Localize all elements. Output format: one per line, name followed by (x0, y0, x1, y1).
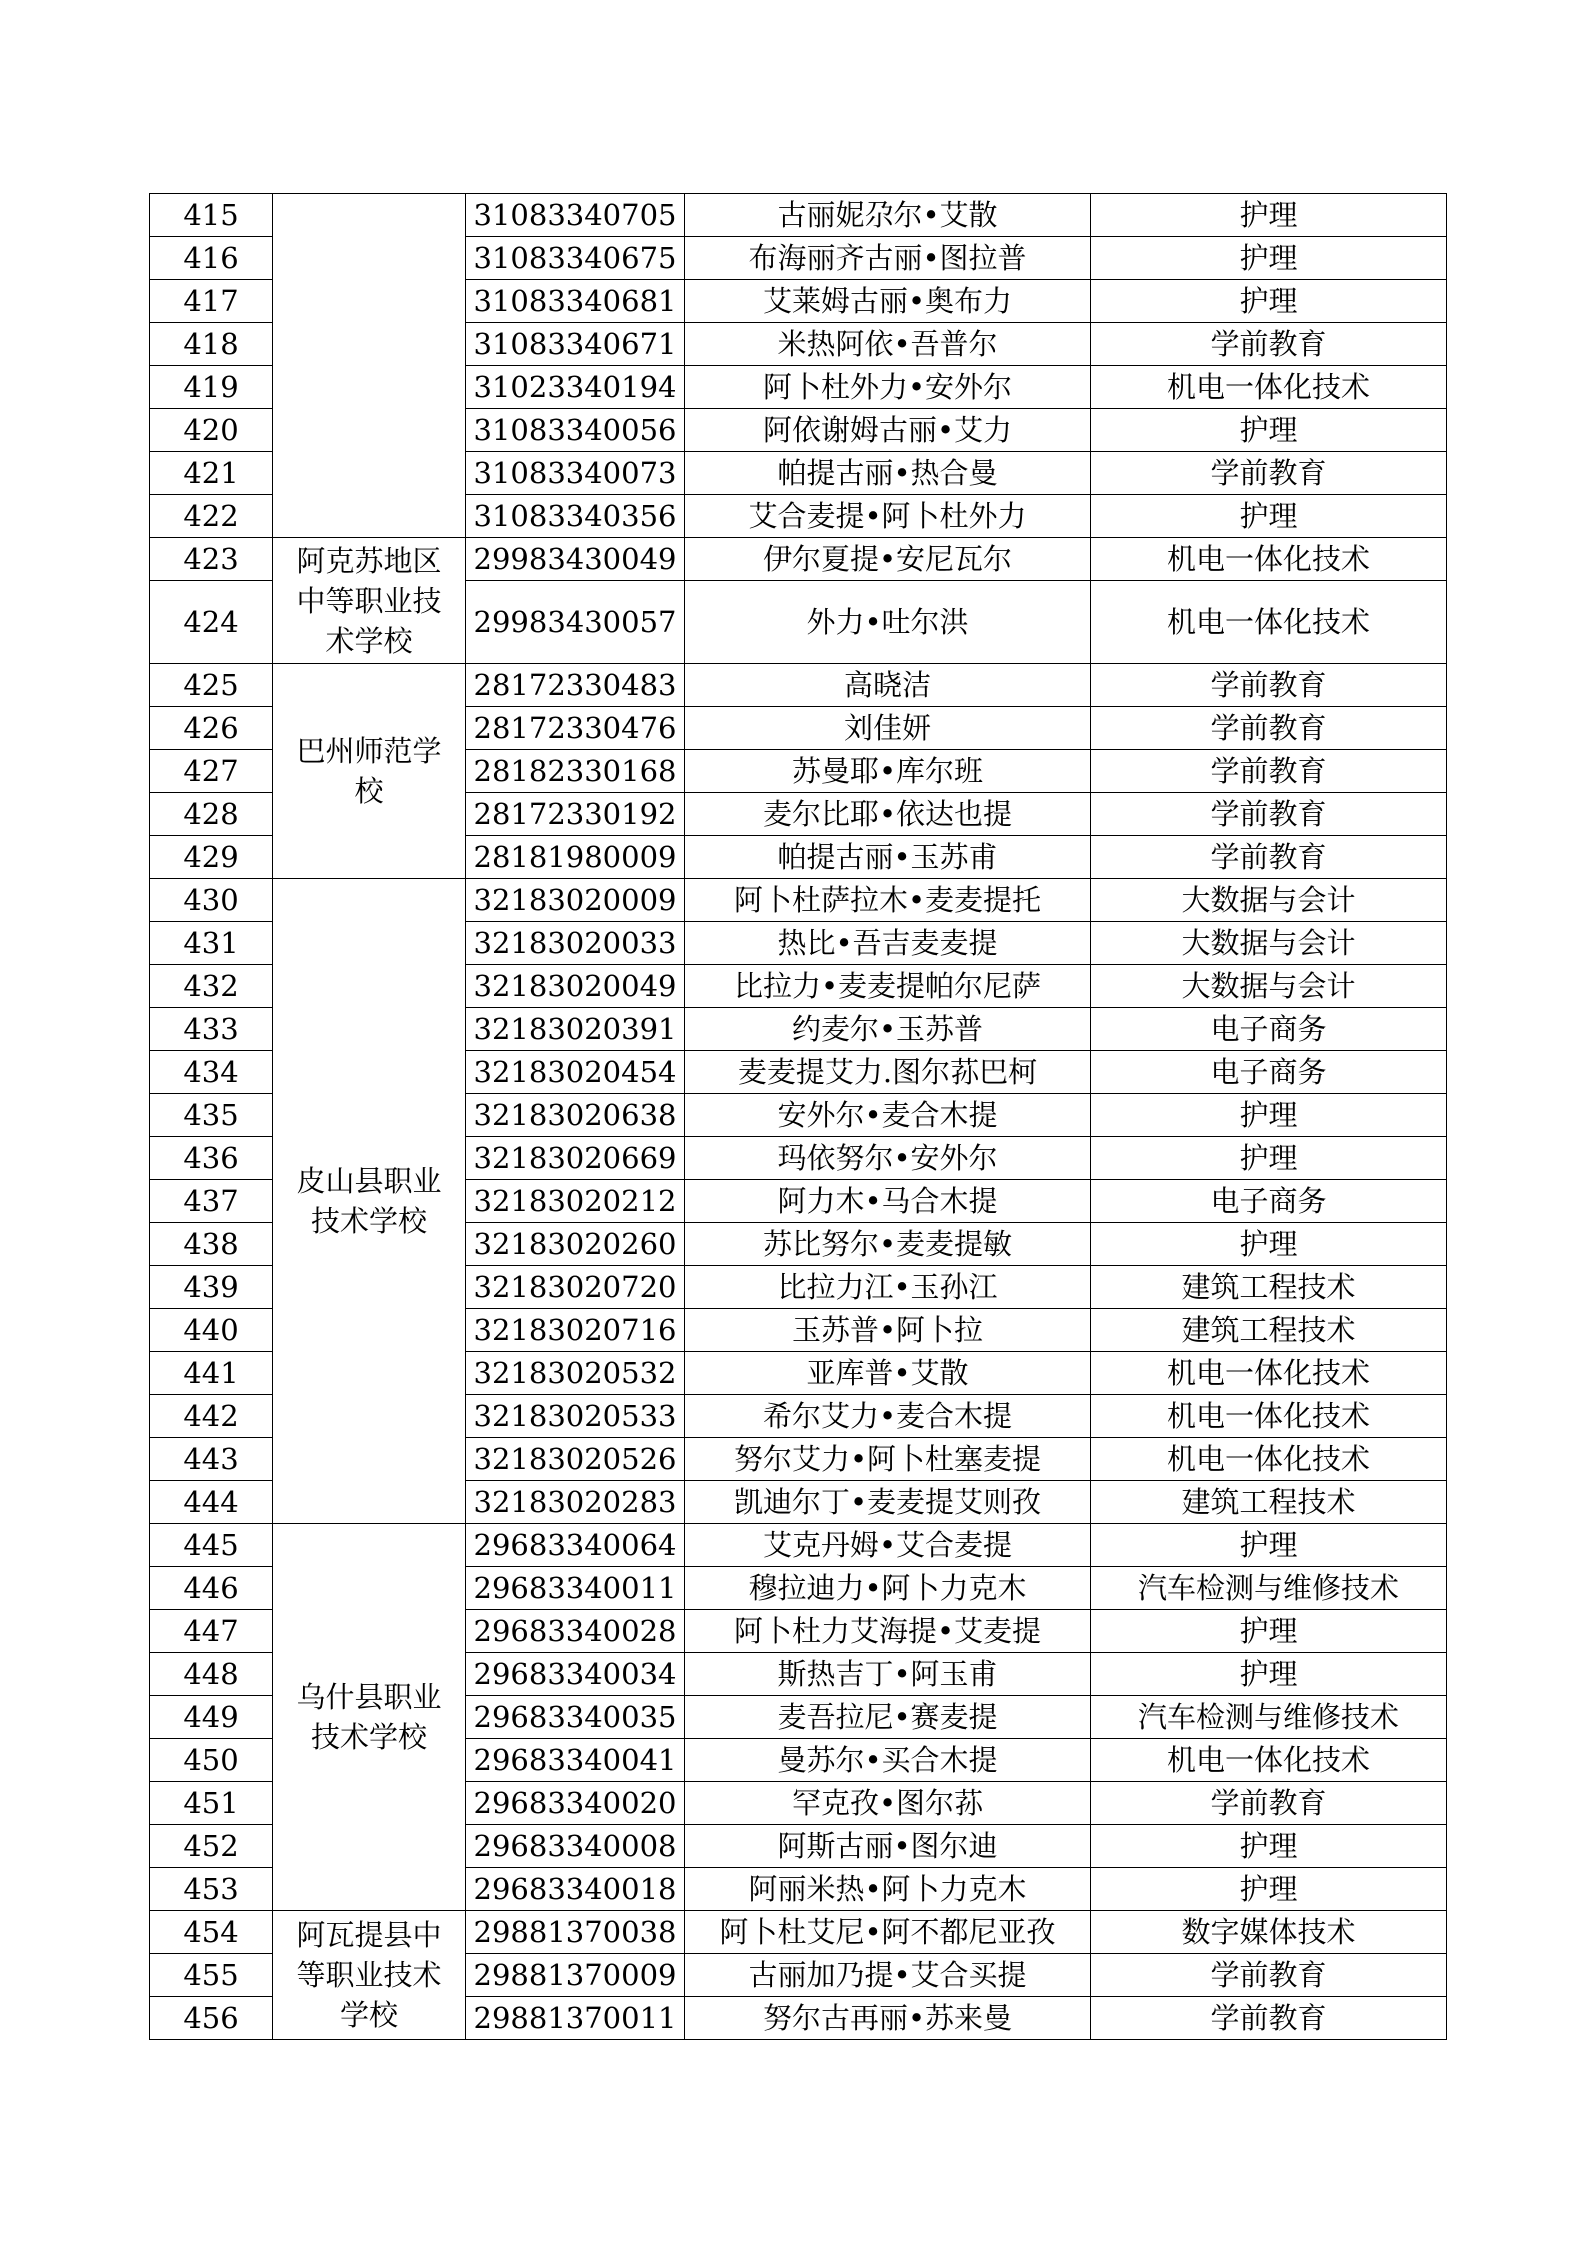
school-name-line: 校 (354, 774, 384, 808)
row-number: 445 (150, 1524, 273, 1567)
row-number: 442 (150, 1395, 273, 1438)
major: 学前教育 (1091, 707, 1447, 750)
school-name-line: 学校 (339, 1998, 398, 2032)
student-name: 亚库普•艾散 (685, 1352, 1091, 1395)
major: 机电一体化技术 (1091, 1395, 1447, 1438)
student-name: 外力•吐尔洪 (685, 581, 1091, 664)
major: 护理 (1091, 1094, 1447, 1137)
exam-id: 31083340671 (466, 323, 685, 366)
student-name: 艾合麦提•阿卜杜外力 (685, 495, 1091, 538)
major: 护理 (1091, 1653, 1447, 1696)
exam-id: 32183020638 (466, 1094, 685, 1137)
exam-id: 28172330192 (466, 793, 685, 836)
student-name: 帕提古丽•玉苏甫 (685, 836, 1091, 879)
student-name: 斯热吉丁•阿玉甫 (685, 1653, 1091, 1696)
major: 护理 (1091, 495, 1447, 538)
row-number: 439 (150, 1266, 273, 1309)
major: 机电一体化技术 (1091, 581, 1447, 664)
student-name: 阿丽米热•阿卜力克木 (685, 1868, 1091, 1911)
exam-id: 29683340034 (466, 1653, 685, 1696)
major: 汽车检测与维修技术 (1091, 1696, 1447, 1739)
table-row (150, 664, 1447, 707)
row-number: 451 (150, 1782, 273, 1825)
exam-id: 31083340056 (466, 409, 685, 452)
student-name: 约麦尔•玉苏普 (685, 1008, 1091, 1051)
exam-id: 32183020454 (466, 1051, 685, 1094)
exam-id: 31083340073 (466, 452, 685, 495)
student-name: 安外尔•麦合木提 (685, 1094, 1091, 1137)
school-name-line: 术学校 (325, 623, 413, 658)
major: 机电一体化技术 (1091, 366, 1447, 409)
school-name-line: 等职业技术 (296, 1958, 442, 1992)
major: 学前教育 (1091, 1954, 1447, 1997)
major: 学前教育 (1091, 1782, 1447, 1825)
major: 护理 (1091, 1223, 1447, 1266)
row-number: 429 (150, 836, 273, 879)
table-row (150, 1524, 1447, 1567)
row-number: 419 (150, 366, 273, 409)
exam-id: 29683340011 (466, 1567, 685, 1610)
student-name: 努尔艾力•阿卜杜塞麦提 (685, 1438, 1091, 1481)
student-name: 米热阿依•吾普尔 (685, 323, 1091, 366)
student-name: 阿卜杜力艾海提•艾麦提 (685, 1610, 1091, 1653)
student-name: 布海丽齐古丽•图拉普 (685, 237, 1091, 280)
major: 学前教育 (1091, 1997, 1447, 2040)
student-name: 阿卜杜外力•安外尔 (685, 366, 1091, 409)
exam-id: 32183020009 (466, 879, 685, 922)
row-number: 422 (150, 495, 273, 538)
major: 护理 (1091, 237, 1447, 280)
row-number: 418 (150, 323, 273, 366)
school-name (273, 664, 466, 879)
row-number: 426 (150, 707, 273, 750)
row-number: 452 (150, 1825, 273, 1868)
exam-id: 29983430057 (466, 581, 685, 664)
exam-id: 32183020669 (466, 1137, 685, 1180)
student-name: 希尔艾力•麦合木提 (685, 1395, 1091, 1438)
school-name-line: 乌什县职业 (296, 1680, 442, 1714)
student-name: 苏曼耶•库尔班 (685, 750, 1091, 793)
exam-id: 31083340705 (466, 194, 685, 237)
student-name: 穆拉迪力•阿卜力克木 (685, 1567, 1091, 1610)
student-name: 阿卜杜萨拉木•麦麦提托 (685, 879, 1091, 922)
exam-id: 32183020283 (466, 1481, 685, 1524)
major: 学前教育 (1091, 836, 1447, 879)
major: 建筑工程技术 (1091, 1481, 1447, 1524)
exam-id: 32183020391 (466, 1008, 685, 1051)
major: 护理 (1091, 280, 1447, 323)
student-name: 比拉力•麦麦提帕尔尼萨 (685, 965, 1091, 1008)
row-number: 431 (150, 922, 273, 965)
row-number: 428 (150, 793, 273, 836)
row-number: 446 (150, 1567, 273, 1610)
exam-id: 31023340194 (466, 366, 685, 409)
major: 建筑工程技术 (1091, 1309, 1447, 1352)
school-name-line: 阿克苏地区 (296, 543, 442, 578)
major: 大数据与会计 (1091, 965, 1447, 1008)
row-number: 425 (150, 664, 273, 707)
major: 数字媒体技术 (1091, 1911, 1447, 1954)
row-number: 416 (150, 237, 273, 280)
major: 机电一体化技术 (1091, 1352, 1447, 1395)
row-number: 453 (150, 1868, 273, 1911)
exam-id: 32183020033 (466, 922, 685, 965)
table-row (150, 879, 1447, 922)
major: 学前教育 (1091, 452, 1447, 495)
school-name-line: 皮山县职业 (296, 1164, 442, 1198)
row-number: 440 (150, 1309, 273, 1352)
school-name (273, 879, 466, 1524)
major: 护理 (1091, 1868, 1447, 1911)
table-row (150, 538, 1447, 581)
table-row (150, 194, 1447, 237)
exam-id: 32183020260 (466, 1223, 685, 1266)
row-number: 447 (150, 1610, 273, 1653)
exam-id: 31083340675 (466, 237, 685, 280)
row-number: 415 (150, 194, 273, 237)
school-name-line: 阿瓦提县中 (296, 1918, 442, 1952)
major: 电子商务 (1091, 1051, 1447, 1094)
row-number: 435 (150, 1094, 273, 1137)
major: 学前教育 (1091, 323, 1447, 366)
exam-id: 29683340018 (466, 1868, 685, 1911)
student-name: 曼苏尔•买合木提 (685, 1739, 1091, 1782)
exam-id: 29683340035 (466, 1696, 685, 1739)
major: 电子商务 (1091, 1008, 1447, 1051)
exam-id: 29983430049 (466, 538, 685, 581)
exam-id: 32183020716 (466, 1309, 685, 1352)
exam-id: 32183020720 (466, 1266, 685, 1309)
student-name: 比拉力江•玉孙江 (685, 1266, 1091, 1309)
student-name: 阿力木•马合木提 (685, 1180, 1091, 1223)
student-name: 艾莱姆古丽•奥布力 (685, 280, 1091, 323)
row-number: 424 (150, 581, 273, 664)
major: 汽车检测与维修技术 (1091, 1567, 1447, 1610)
student-name: 麦麦提艾力.图尔荪巴柯 (685, 1051, 1091, 1094)
exam-id: 31083340356 (466, 495, 685, 538)
roster-body (150, 194, 1447, 2040)
school-name-line: 技术学校 (310, 1204, 427, 1238)
school-name (273, 538, 466, 664)
student-name: 玛依努尔•安外尔 (685, 1137, 1091, 1180)
row-number: 449 (150, 1696, 273, 1739)
student-name: 帕提古丽•热合曼 (685, 452, 1091, 495)
row-number: 436 (150, 1137, 273, 1180)
school-name-line: 中等职业技 (296, 583, 442, 618)
exam-id: 29683340008 (466, 1825, 685, 1868)
exam-id: 29881370009 (466, 1954, 685, 1997)
row-number: 433 (150, 1008, 273, 1051)
student-name: 伊尔夏提•安尼瓦尔 (685, 538, 1091, 581)
exam-id: 29881370038 (466, 1911, 685, 1954)
row-number: 423 (150, 538, 273, 581)
major: 机电一体化技术 (1091, 1438, 1447, 1481)
major: 护理 (1091, 409, 1447, 452)
student-name: 凯迪尔丁•麦麦提艾则孜 (685, 1481, 1091, 1524)
student-name: 苏比努尔•麦麦提敏 (685, 1223, 1091, 1266)
row-number: 427 (150, 750, 273, 793)
major: 机电一体化技术 (1091, 538, 1447, 581)
exam-id: 29683340028 (466, 1610, 685, 1653)
major: 护理 (1091, 1137, 1447, 1180)
exam-id: 32183020526 (466, 1438, 685, 1481)
row-number: 437 (150, 1180, 273, 1223)
exam-id: 28172330476 (466, 707, 685, 750)
major: 建筑工程技术 (1091, 1266, 1447, 1309)
student-name: 努尔古再丽•苏来曼 (685, 1997, 1091, 2040)
row-number: 443 (150, 1438, 273, 1481)
student-name: 麦吾拉尼•赛麦提 (685, 1696, 1091, 1739)
exam-id: 28172330483 (466, 664, 685, 707)
school-name (273, 194, 466, 538)
row-number: 438 (150, 1223, 273, 1266)
exam-id: 31083340681 (466, 280, 685, 323)
school-name-line: 技术学校 (310, 1720, 427, 1754)
row-number: 434 (150, 1051, 273, 1094)
student-name: 阿依谢姆古丽•艾力 (685, 409, 1091, 452)
table-row (150, 1911, 1447, 1954)
row-number: 448 (150, 1653, 273, 1696)
row-number: 454 (150, 1911, 273, 1954)
student-name: 阿卜杜艾尼•阿不都尼亚孜 (685, 1911, 1091, 1954)
row-number: 430 (150, 879, 273, 922)
school-name (273, 1524, 466, 1911)
major: 电子商务 (1091, 1180, 1447, 1223)
exam-id: 29881370011 (466, 1997, 685, 2040)
student-name: 高晓洁 (685, 664, 1091, 707)
exam-id: 28181980009 (466, 836, 685, 879)
exam-id: 29683340041 (466, 1739, 685, 1782)
major: 机电一体化技术 (1091, 1739, 1447, 1782)
major: 学前教育 (1091, 664, 1447, 707)
major: 大数据与会计 (1091, 922, 1447, 965)
exam-id: 32183020532 (466, 1352, 685, 1395)
student-name: 古丽加乃提•艾合买提 (685, 1954, 1091, 1997)
major: 大数据与会计 (1091, 879, 1447, 922)
exam-id: 29683340064 (466, 1524, 685, 1567)
school-name (273, 1911, 466, 2040)
exam-id: 32183020533 (466, 1395, 685, 1438)
major: 学前教育 (1091, 793, 1447, 836)
row-number: 444 (150, 1481, 273, 1524)
student-name: 罕克孜•图尔荪 (685, 1782, 1091, 1825)
student-name: 玉苏普•阿卜拉 (685, 1309, 1091, 1352)
major: 护理 (1091, 1610, 1447, 1653)
major: 护理 (1091, 1825, 1447, 1868)
row-number: 441 (150, 1352, 273, 1395)
school-name-line: 巴州师范学 (296, 734, 442, 768)
major: 学前教育 (1091, 750, 1447, 793)
row-number: 450 (150, 1739, 273, 1782)
student-name: 阿斯古丽•图尔迪 (685, 1825, 1091, 1868)
major: 护理 (1091, 194, 1447, 237)
exam-id: 28182330168 (466, 750, 685, 793)
student-name: 艾克丹姆•艾合麦提 (685, 1524, 1091, 1567)
row-number: 432 (150, 965, 273, 1008)
exam-id: 32183020049 (466, 965, 685, 1008)
row-number: 421 (150, 452, 273, 495)
exam-id: 32183020212 (466, 1180, 685, 1223)
row-number: 420 (150, 409, 273, 452)
student-name: 刘佳妍 (685, 707, 1091, 750)
student-name: 古丽妮尕尔•艾散 (685, 194, 1091, 237)
row-number: 456 (150, 1997, 273, 2040)
row-number: 417 (150, 280, 273, 323)
student-name: 热比•吾吉麦麦提 (685, 922, 1091, 965)
student-roster-table (149, 193, 1447, 2040)
row-number: 455 (150, 1954, 273, 1997)
major: 护理 (1091, 1524, 1447, 1567)
student-name: 麦尔比耶•依达也提 (685, 793, 1091, 836)
exam-id: 29683340020 (466, 1782, 685, 1825)
